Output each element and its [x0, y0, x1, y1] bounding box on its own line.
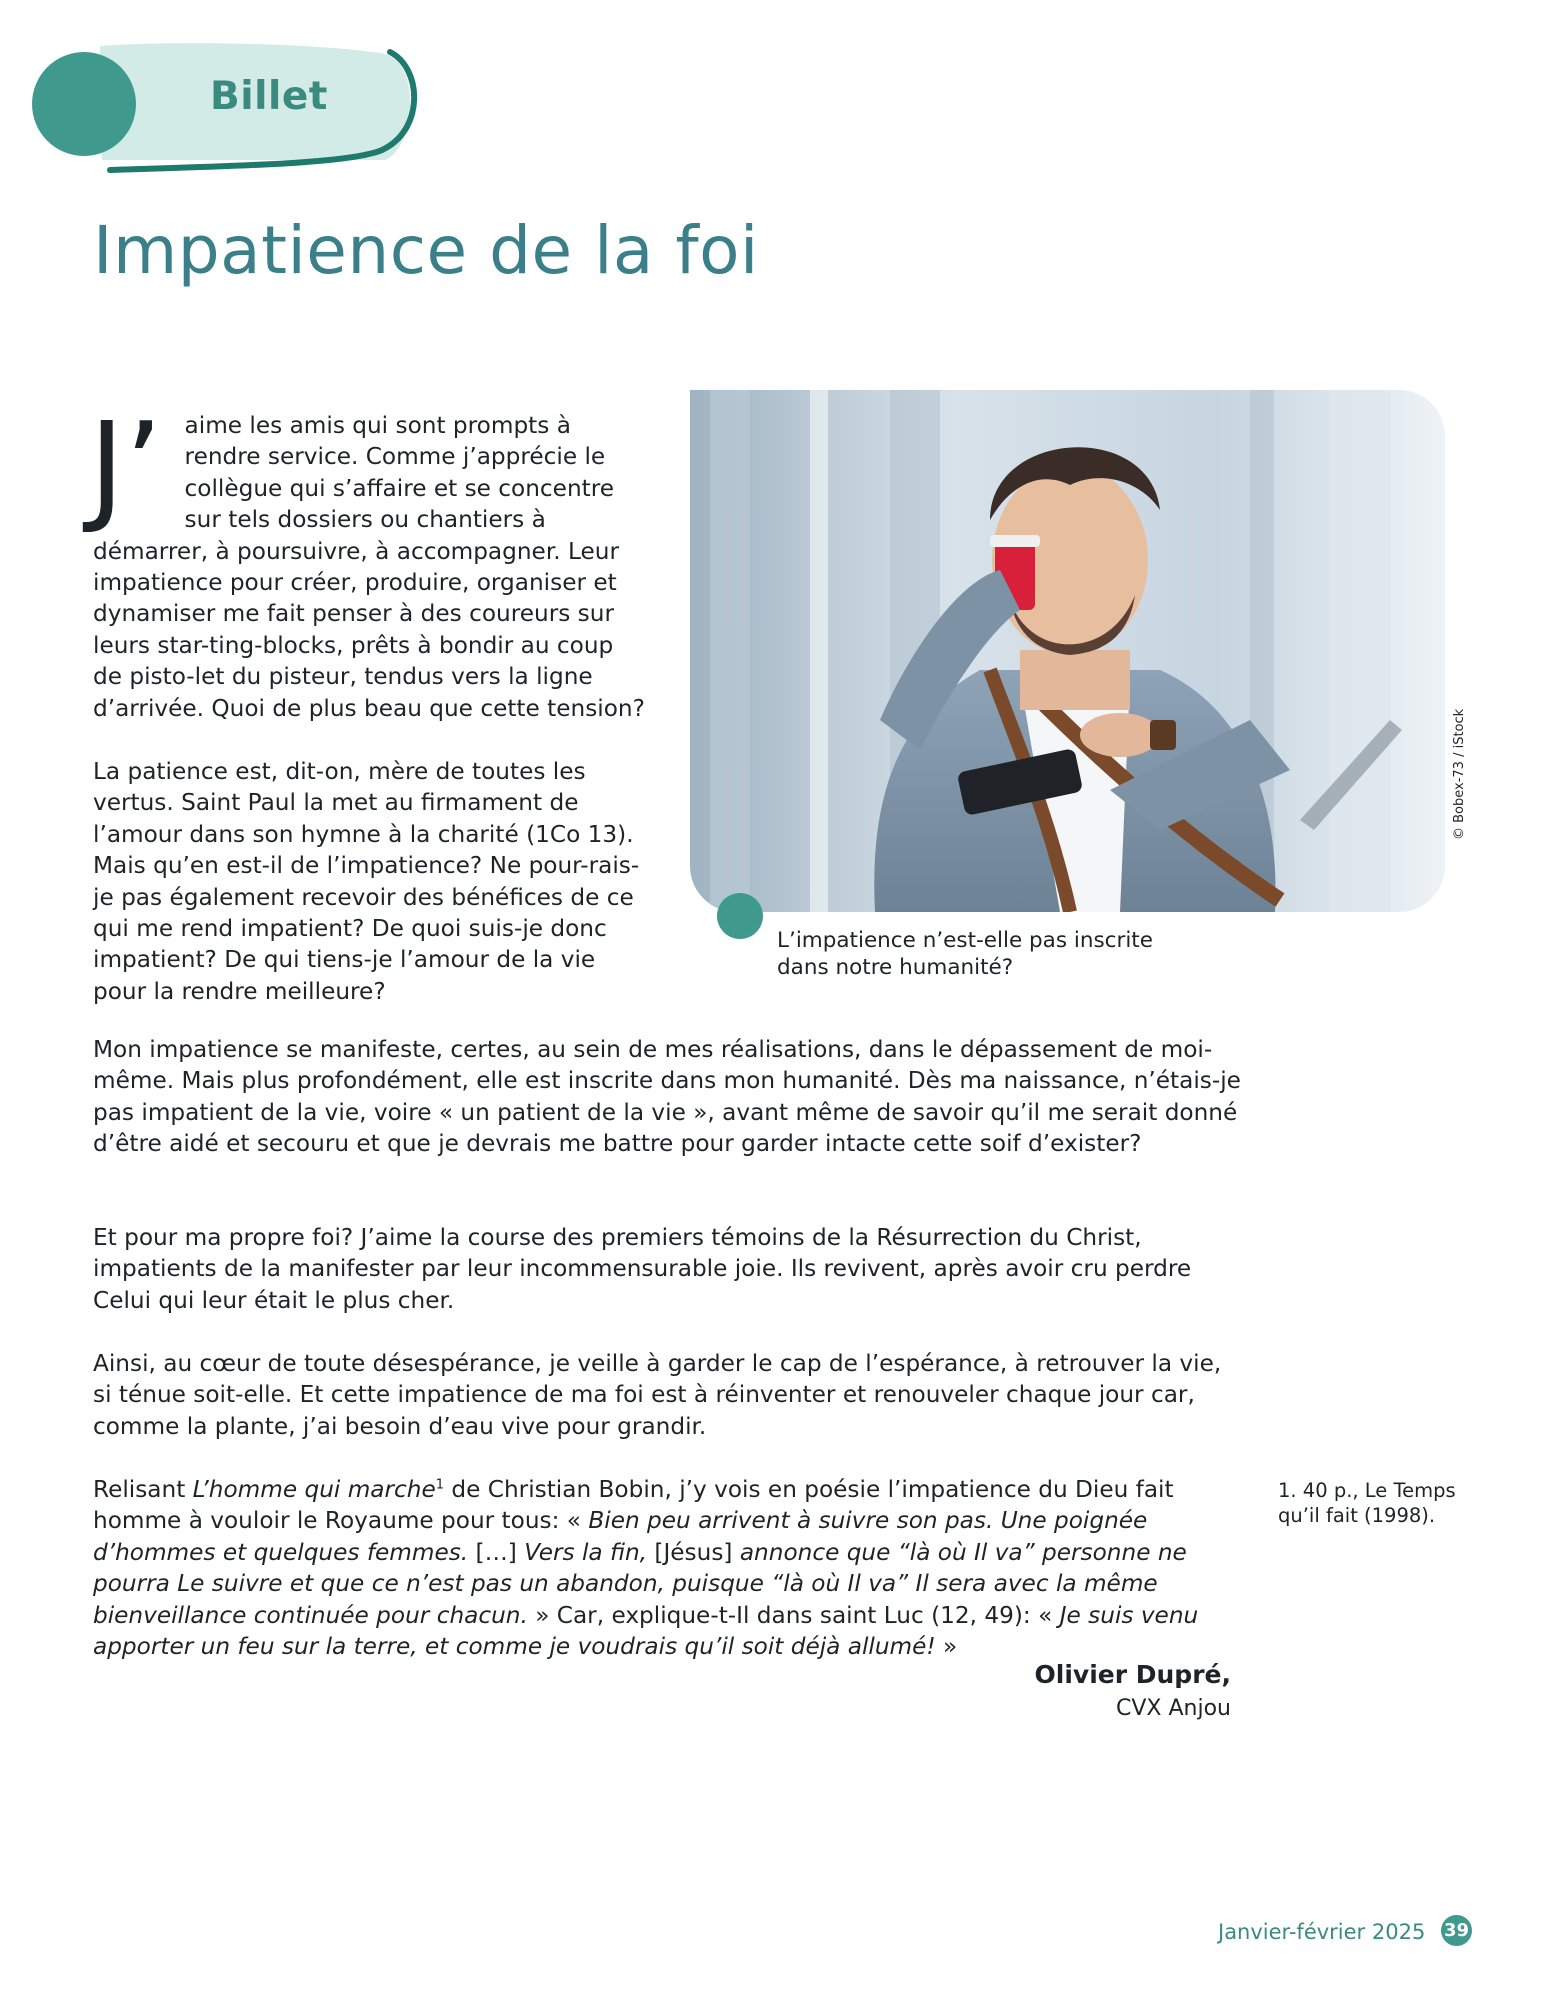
article-paragraph-4: Et pour ma propre foi? J’aime la course des premiers témoins de la Résurrection du Christ, impatients de la manifester par leur incommensurable joie. Ils revivent, après avoir cru perdre Celui qui leur était le plus cher.	[93, 1224, 1192, 1314]
author-organization: CVX Anjou	[1116, 1696, 1231, 1721]
page-title: Impatience de la foi	[93, 212, 759, 289]
article-photo	[690, 390, 1445, 912]
photo-credit: © Bobex-73 / iStock	[1452, 708, 1467, 840]
author-name: Olivier Dupré,	[1034, 1660, 1231, 1689]
article-paragraph-5: Ainsi, au cœur de toute désespérance, je veille à garder le cap de l’espérance, à retrouver la vie, si ténue soit-elle. Et cette impatience de ma foi est à réinventer et renouveler chaque jour car, comme la plante, j’ai besoin d’eau vive pour grandir.	[93, 1350, 1222, 1440]
issue-date: Janvier-février 2025	[1218, 1920, 1426, 1944]
photo-dot-decoration	[717, 893, 763, 939]
section-tag-label: Billet	[210, 74, 328, 119]
page-number: 39	[1441, 1915, 1472, 1946]
photo-caption: L’impatience n’est-elle pas inscrite dans notre humanité?	[777, 928, 1153, 980]
article-paragraph-6: Relisant L’homme qui marche$^1$ de Christian Bobin, j’y vois en poésie l’impatience du Dieu fait homme à vouloir le Royaume pour tous: « Bien peu arrivent à suivre son pas. Une poignée d’hommes et quelques femmes. […] Vers la fin, [Jésus] annonce que “là où Il va” personne ne pourra Le suivre et que ce n’est pas un abandon, puisque “là où Il va” Il sera avec la même bienveillance continuée pour chacun. » Car, explique-t-Il dans saint Luc (12, 49): « Je suis venu apporter un feu sur la terre, et comme je voudrais qu’il soit déjà allumé! »	[93, 1476, 1199, 1661]
article-paragraph-3: Mon impatience se manifeste, certes, au sein de mes réalisations, dans le dépassement de moi-même. Mais plus profondément, elle est inscrite dans mon humanité. Dès ma naissance, n’étais-je pas impatient de la vie, voire « un patient de la vie », avant même de savoir qu’il me serait donné d’être aidé et secouru et que je devrais me battre pour garder intacte cette soif d’exister?	[93, 1036, 1241, 1158]
paragraph-1-text: aime les amis qui sont prompts à rendre service. Comme j’apprécie le collègue qui s’affaire et se concentre sur tels dossiers ou chantiers à démarrer, à poursuivre, à accompagner. Leur impatience pour créer, produire, organiser et dynamiser me fait penser à des coureurs sur leurs star-ting-blocks, prêts à bondir au coup de pisto-let du pisteur, tendus vers la ligne d’arrivée. Quoi de plus beau que cette tension?	[93, 412, 645, 722]
man-drinking-coffee-illustration	[690, 390, 1445, 912]
section-tag	[30, 38, 420, 178]
footnote: 1. 40 p., Le Temps qu’il fait (1998).	[1278, 1479, 1456, 1527]
article-paragraph-2: La patience est, dit-on, mère de toutes les vertus. Saint Paul la met au firmament de l’amour dans son hymne à la charité (1Co 13). Mais qu’en est-il de l’impatience? Ne pour-rais-je pas également recevoir des bénéfices de ce qui me rend impatient? De quoi suis-je donc impatient? De qui tiens-je l’amour de la vie pour la rendre meilleure?	[93, 758, 640, 1005]
article-paragraph-1	[89, 398, 645, 724]
footnote-ref: 1	[435, 1477, 445, 1493]
drop-cap: J’	[89, 398, 163, 537]
